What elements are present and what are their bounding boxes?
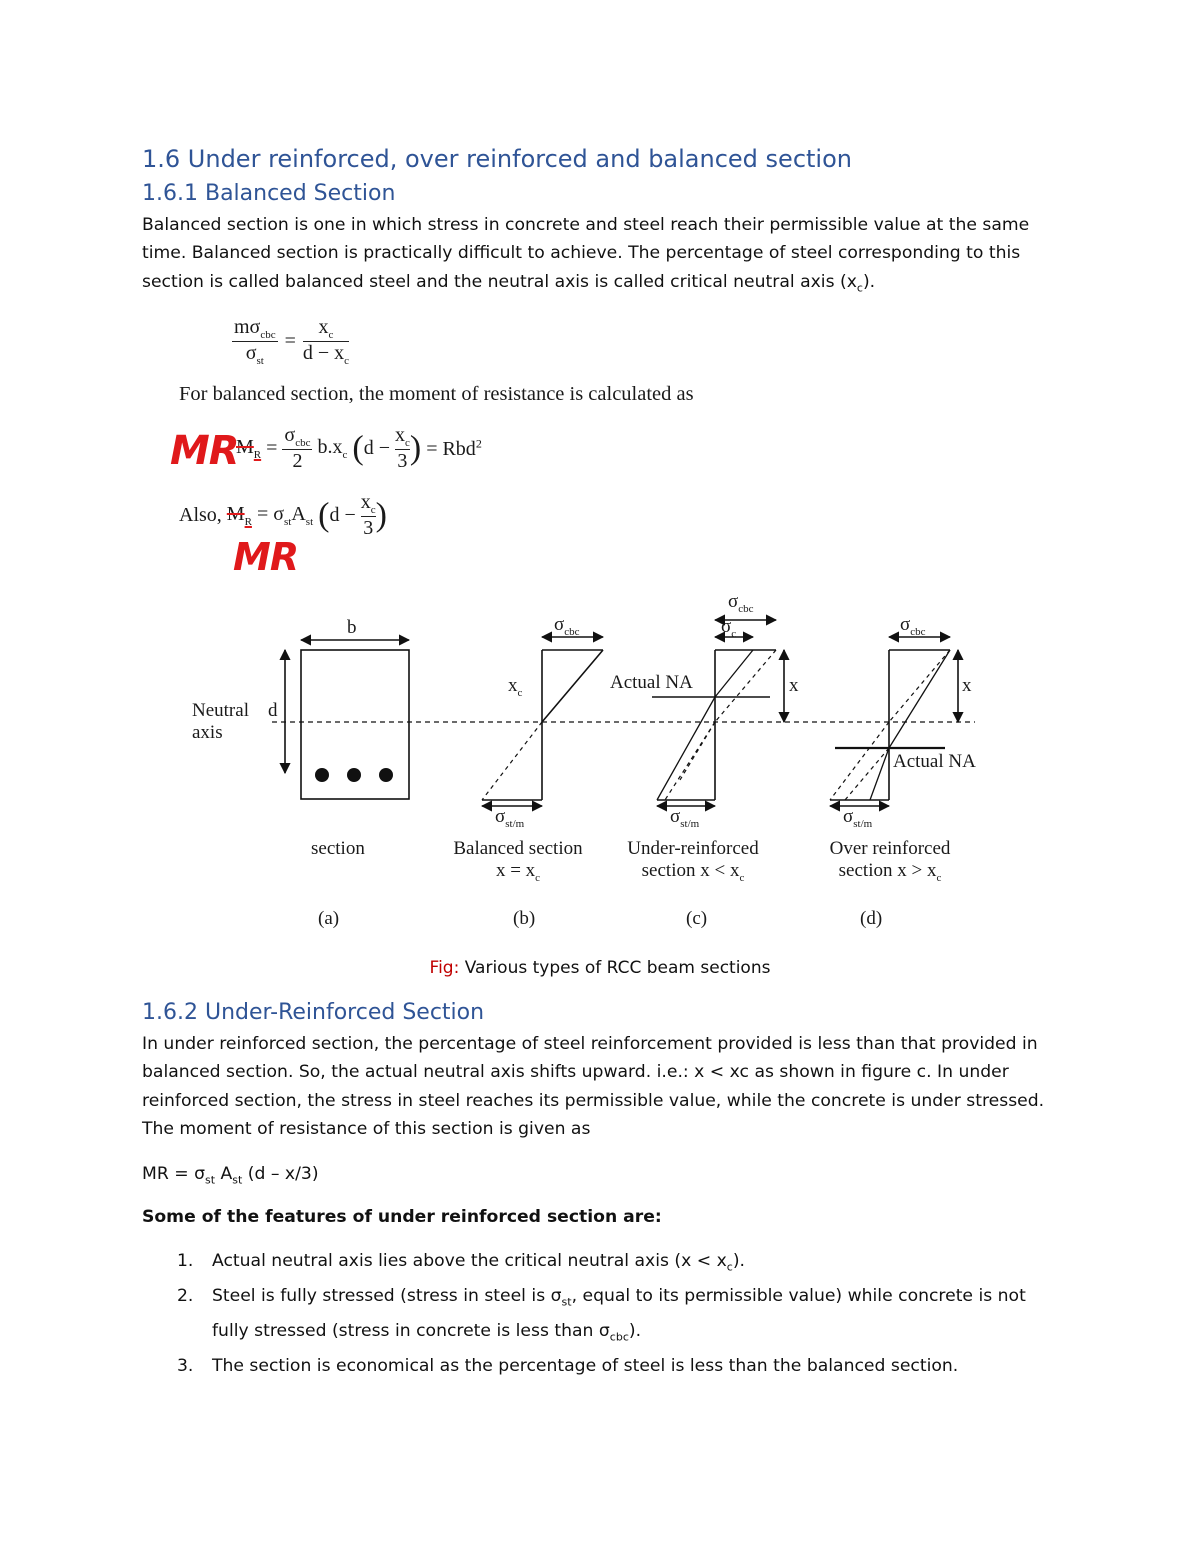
label-sigma-c: $\sigma_c$ [721,616,737,640]
list-item: 2. Steel is fully stressed (stress in steel is $\sigma_{st}$, equal to its permissible value) while concrete is not fully stressed (stress in concrete is less than $\sigma_{cbc}$). [177,1286,1026,1344]
balanced-line-2: time. Balanced section is practically difficult to achieve. The percentage of steel corresponding to this [142,243,1021,264]
equation-moment-balanced: $M_R$ = $\frac{\sigma_{cbc}}{2}$ $b.x_c$ (d − $\frac{x_c}{3}$ ) = Rbd$^2$ [236,424,482,472]
under-line-3: reinforced section, the stress in steel reaches its permissible value, while the concrete is under stressed. [142,1090,1045,1111]
eq1-left-fraction: $\frac{m\sigma_{cbc}}{\sigma_{st}}$ [234,316,276,367]
label-xc-b: $x_c$ [508,675,523,699]
tag-b: (b) [513,908,536,929]
label-actual-na-d: Actual NA [893,751,976,772]
caption-a: section [311,838,365,859]
label-sigma-stm-b: $\sigma_{st/m}$ [495,806,525,830]
balanced-line-3: section is called balanced steel and the neutral axis is called critical neutral axis $(x_c)$. [142,271,876,295]
under-line-4: The moment of resistance of this section is given as [142,1119,591,1140]
eq1-right-fraction: $\frac{x_c}{d - x_c}$ [302,316,350,367]
label-actual-na-c: Actual NA [610,672,693,693]
features-heading: Some of the features of under reinforced section are: [142,1207,662,1227]
label-d: d [268,700,278,721]
moment-intro: For balanced section, the moment of resistance is calculated as [179,383,694,405]
label-x-d: x [962,675,972,696]
label-sigma-cbc-b: $\sigma_{cbc}$ [554,614,580,638]
caption-text: Various types of RCC beam sections [459,958,771,978]
rebar-2 [347,768,361,782]
caption-b: Balanced section $x = x_c$ [453,838,583,884]
equation-ratio: $\frac{m\sigma_{cbc}}{\sigma_{st}}$ = $\frac{x_c}{d - x_c}$ [234,316,350,367]
list-item: 3. The section is economical as the percentage of steel is less than the balanced section. [177,1356,959,1377]
label-sigma-stm-d: $\sigma_{st/m}$ [843,806,873,830]
under-reinforced-heading: 1.6.2 Under-Reinforced Section [142,1000,485,1025]
under-line-2: balanced section. So, the actual neutral axis shifts upward. i.e.: x < xc as shown in figure c. In under [142,1062,1009,1083]
tag-a: (a) [318,908,340,929]
main-heading: 1.6 Under reinforced, over reinforced and balanced section [142,145,852,173]
under-reinforced-paragraph [142,1030,1062,1144]
handwritten-mr-1: MR [170,428,239,474]
moment-formula: MR = $\sigma_{st}$ $A_{st}$ (d – x/3) [142,1164,319,1187]
label-sigma-stm-c: $\sigma_{st/m}$ [670,806,700,830]
features-list [142,1247,1062,1381]
rebar-1 [315,768,329,782]
balanced-stress-line [542,650,603,722]
caption-prefix: Fig: [429,958,460,978]
caption-c: Under-reinforced section $x < x_c$ [627,838,759,884]
tag-c: (c) [686,908,708,929]
balanced-section-heading: 1.6.1 Balanced Section [142,181,396,206]
label-x-c: x [789,675,799,696]
label-b: b [347,617,357,638]
handwritten-mr-2: MR [233,535,299,579]
label-sigma-cbc-c: $\sigma_{cbc}$ [728,591,754,615]
caption-d: Over reinforced section $x > x_c$ [829,838,951,884]
rebar-3 [379,768,393,782]
under-line-1: In under reinforced section, the percentage of steel reinforcement provided is less than that provided in [142,1034,1038,1054]
label-sigma-cbc-d: $\sigma_{cbc}$ [900,614,926,638]
list-item: 1. Actual neutral axis lies above the critical neutral axis $(x < x_c)$. [177,1251,745,1274]
figure-caption [0,958,1200,978]
equation-moment-steel: Also, $M_R = \sigma_{st}A_{st}$ (d − $\frac{x_c}{3}$ ) [179,491,387,539]
balanced-line-1: Balanced section is one in which stress in concrete and steel reach their permissible value at the same [142,215,1030,235]
tag-d: (d) [860,908,883,929]
label-neutral-axis: Neutral axis [192,700,249,743]
